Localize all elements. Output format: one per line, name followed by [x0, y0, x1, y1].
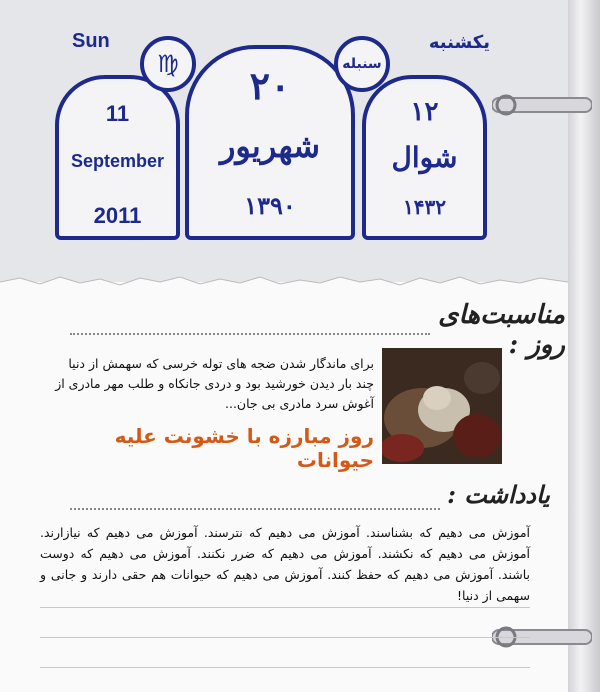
weekday-english: Sun: [72, 30, 110, 52]
bear-cub-photo: [382, 348, 502, 464]
solar-date-panel: [185, 45, 355, 240]
occasions-text: برای ماندگار شدن ضجه های توله خرسی که سهمش از دنیا چند بار دیدن خورشید بود و دردی جانکاه و طلب مهر مادری از آغوش سرد مادری بی جان...: [55, 356, 374, 411]
torn-edge: [0, 268, 568, 296]
lunar-day: ۱۲: [410, 97, 439, 127]
solar-year: ۱۳۹۰: [244, 191, 296, 220]
gregorian-year: 2011: [93, 203, 142, 228]
gregorian-date-panel: [55, 75, 180, 240]
occasions-title: مناسبت‌های روز :: [438, 300, 565, 360]
notes-title: یادداشت :: [447, 480, 550, 509]
notes-divider: [70, 508, 440, 510]
notes-text: آموزش می دهیم که بشناسند. آموزش می دهیم که نترسند. آموزش می دهیم که نیازارند. آموزش می دهیم که نکشند. آموزش می دهیم که ضرر نکنند. آموزش می دهیم که دوست باشند. آموزش می دهیم که حفظ کنند. آموزش می دهیم که حیوانات هم حقی دارند و جانی و سهمی از دنیا!: [40, 525, 530, 603]
gregorian-month: September: [70, 151, 165, 171]
virgo-icon: ♍: [140, 36, 196, 92]
zodiac-name-badge: سنبله: [334, 36, 390, 92]
occasions-headline: روز مبارزه با خشونت علیه حیوانات: [114, 424, 374, 472]
solar-month: شهریور: [219, 127, 321, 165]
note-rule-line: [40, 607, 530, 608]
note-rule-line: [40, 637, 530, 638]
lunar-year: ۱۴۳۲: [403, 195, 446, 219]
gregorian-day: 11: [105, 101, 130, 126]
note-rule-line: [40, 667, 530, 668]
occasions-divider: [70, 333, 430, 335]
lunar-date-panel: [362, 75, 487, 240]
lunar-month: شوال: [391, 141, 458, 174]
solar-day: ۲۰: [249, 63, 291, 108]
binder-ring-top-icon: [492, 92, 592, 118]
weekday-persian: یکشنبه: [428, 32, 490, 53]
